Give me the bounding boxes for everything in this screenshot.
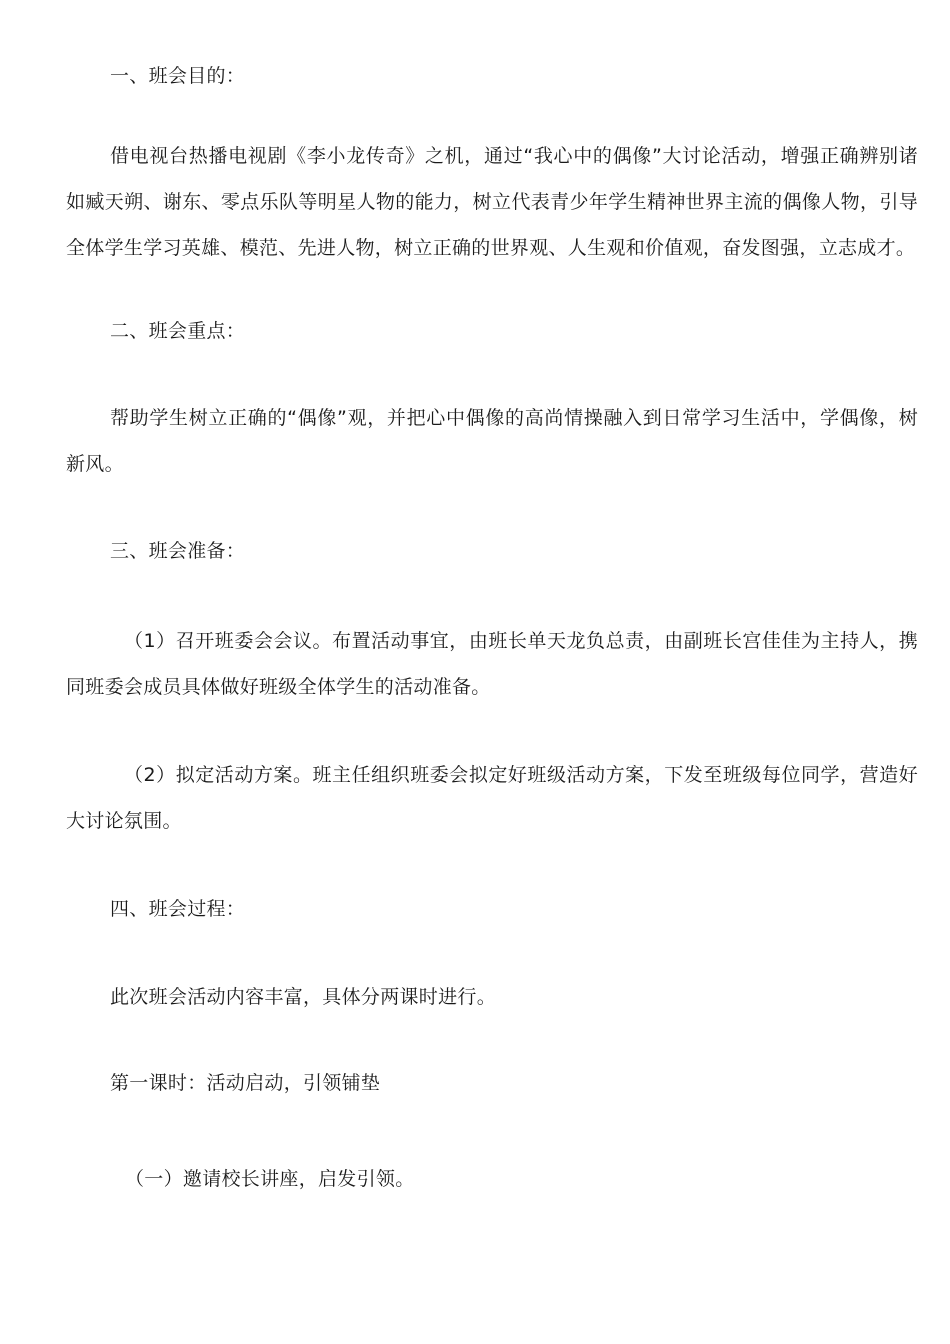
paragraph-focus: 帮助学生树立正确的“偶像”观，并把心中偶像的高尚情操融入到日常学习生活中，学偶像，树新风。 bbox=[66, 407, 918, 475]
paragraph-principal-lecture: （一）邀请校长讲座，启发引领。 bbox=[125, 1168, 415, 1190]
paragraph-process-intro: 此次班会活动内容丰富，具体分两课时进行。 bbox=[110, 986, 497, 1008]
section-heading-preparation: 三、班会准备： bbox=[110, 540, 246, 562]
paragraph-first-lesson: 第一课时：活动启动，引领铺垫 bbox=[110, 1072, 381, 1094]
paragraph-purpose: 借电视台热播电视剧《李小龙传奇》之机，通过“我心中的偶像”大讨论活动，增强正确辨别诸如臧天朔、谢东、零点乐队等明星人物的能力，树立代表青少年学生精神世界主流的偶像人物，引导全体学生学习英雄、模范、先进人物，树立正确的世界观、人生观和价值观，奋发图强，立志成才。 bbox=[66, 145, 918, 259]
section-heading-process: 四、班会过程： bbox=[110, 898, 246, 920]
paragraph-preparation-2: （2）拟定活动方案。班主任组织班委会拟定好班级活动方案，下发至班级每位同学，营造好大讨论氛围。 bbox=[66, 764, 918, 832]
section-heading-focus: 二、班会重点： bbox=[110, 320, 246, 342]
section-heading-purpose: 一、班会目的： bbox=[110, 65, 246, 87]
paragraph-preparation-1: （1）召开班委会会议。布置活动事宜，由班长单天龙负总责，由副班长宫佳佳为主持人，携同班委会成员具体做好班级全体学生的活动准备。 bbox=[66, 630, 918, 698]
